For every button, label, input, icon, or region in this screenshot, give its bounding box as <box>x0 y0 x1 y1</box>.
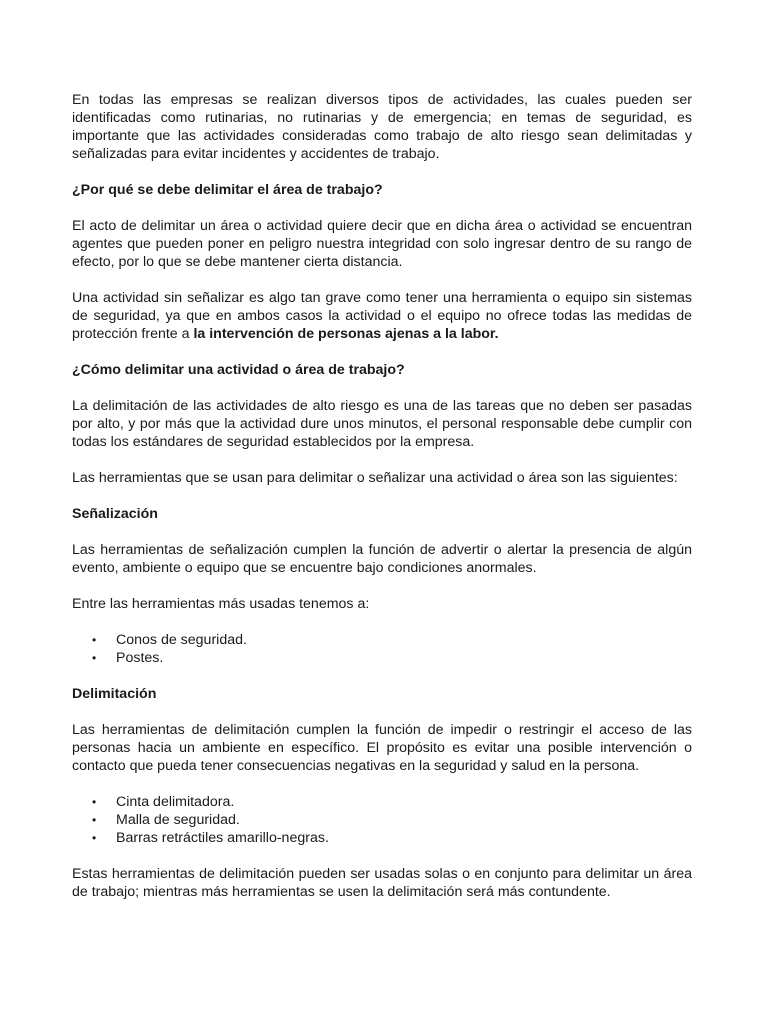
heading-delimitation: Delimitación <box>72 686 157 702</box>
intro-paragraph: En todas las empresas se realizan diversos tipos de actividades, las cuales pueden ser identificadas como rutinarias, no rutinarias y de emergencia; en temas de seguridad, es importante que las actividades consideradas como trabajo de alto riesgo sean delimitadas y señalizadas para evitar incidentes y accidentes de trabajo. <box>72 92 692 162</box>
bullet-icon: • <box>92 795 97 809</box>
heading-why-delimit: ¿Por qué se debe delimitar el área de trabajo? <box>72 182 383 198</box>
list-item-text: Barras retráctiles amarillo-negras. <box>116 830 329 846</box>
bullet-icon: • <box>92 813 97 827</box>
list-item-text: Conos de seguridad. <box>116 632 247 648</box>
bullet-icon: • <box>92 651 97 665</box>
delimitation-list <box>72 793 692 847</box>
paragraph-signaling-tools: Las herramientas de señalización cumplen la función de advertir o alertar la presencia de algún evento, ambiente o equipo que se encuentre bajo condiciones anormales. <box>72 542 692 576</box>
signaling-list <box>72 631 692 667</box>
paragraph-unsignaled-activity <box>72 289 692 343</box>
list-item <box>92 793 692 811</box>
paragraph-most-used: Entre las herramientas más usadas tenemos a: <box>72 596 370 612</box>
paragraph-unsignaled-text: Una actividad sin señalizar es algo tan grave como tener una herramienta o equipo sin sistemas de seguridad, ya que en ambos casos la actividad o el equipo no ofrece todas las medidas de protección frente a <box>72 290 692 342</box>
heading-how-delimit: ¿Cómo delimitar una actividad o área de trabajo? <box>72 362 405 378</box>
list-item-text: Cinta delimitadora. <box>116 794 235 810</box>
paragraph-delimitation-tools: Las herramientas de delimitación cumplen la función de impedir o restringir el acceso de las personas hacia un ambiente en específico. El propósito es evitar una posible intervención o contacto que pueda tener consecuencias negativas en la seguridad y salud en la persona. <box>72 722 692 774</box>
list-item <box>92 829 692 847</box>
list-item-text: Malla de seguridad. <box>116 812 240 828</box>
paragraph-conclusion: Estas herramientas de delimitación pueden ser usadas solas o en conjunto para delimitar un área de trabajo; mientras más herramientas se usen la delimitación será más contundente. <box>72 866 692 900</box>
paragraph-delimit-meaning: El acto de delimitar un área o actividad quiere decir que en dicha área o actividad se encuentran agentes que pueden poner en peligro nuestra integridad con solo ingresar dentro de su rango de efecto, por lo que se debe mantener cierta distancia. <box>72 218 692 270</box>
list-item <box>92 631 692 649</box>
heading-signaling: Señalización <box>72 506 158 522</box>
paragraph-high-risk: La delimitación de las actividades de alto riesgo es una de las tareas que no deben ser pasadas por alto, y por más que la actividad dure unos minutos, el personal responsable debe cumplir con todas los estándares de seguridad establecidos por la empresa. <box>72 398 692 450</box>
paragraph-unsignaled-bold: la intervención de personas ajenas a la labor. <box>193 326 499 342</box>
bullet-icon: • <box>92 633 97 647</box>
list-item <box>92 811 692 829</box>
list-item <box>92 649 692 667</box>
bullet-icon: • <box>92 831 97 845</box>
list-item-text: Postes. <box>116 650 164 666</box>
paragraph-tools-intro: Las herramientas que se usan para delimitar o señalizar una actividad o área son las siguientes: <box>72 470 678 486</box>
